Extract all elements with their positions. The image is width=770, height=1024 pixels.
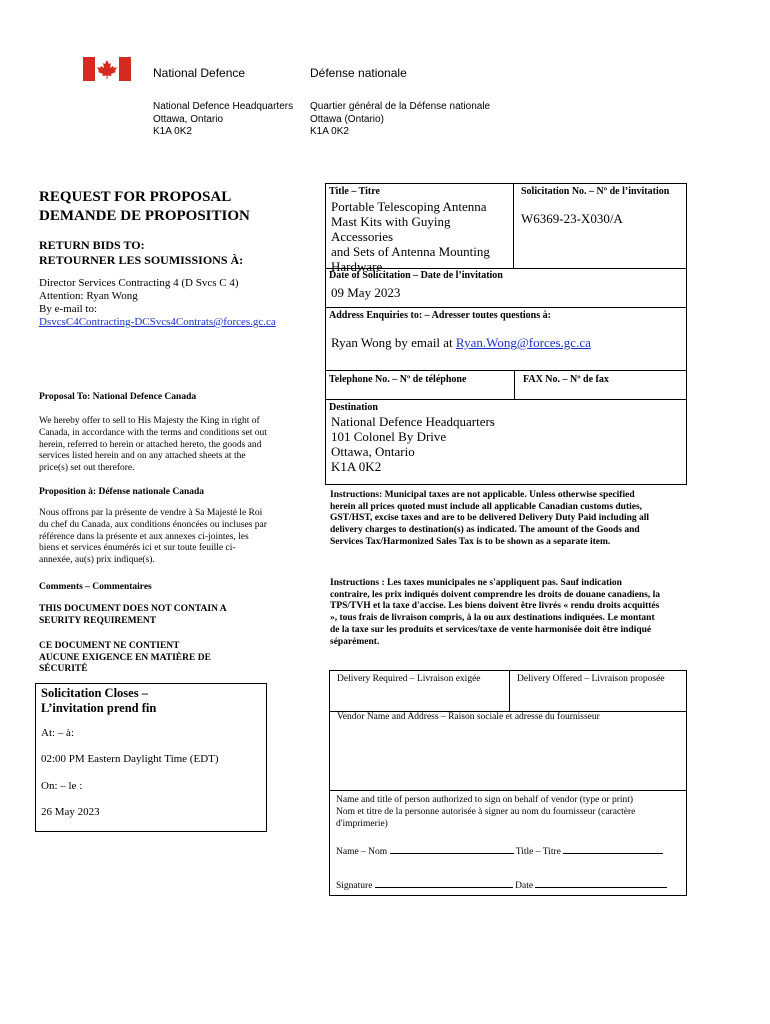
title-value [331, 199, 513, 274]
return-contact [39, 277, 276, 329]
signature-date-row [336, 878, 667, 891]
instructions-en: Instructions: Municipal taxes are not applicable. Unless otherwise specified herein all prices quoted must include all applicable Canadian customs duties, GST/HST, excise taxes and are to be delivered Delivery Duty Paid including all delivery charges to destination(s) as indicated. The amount of the Goods and Services Tax/Harmonized Sales Tax is to be shown as a separate item. [330, 490, 650, 547]
authorized-signer-box [329, 790, 687, 896]
security-en [39, 604, 227, 627]
destination-label: Destination [329, 402, 378, 413]
fax-box [514, 370, 687, 400]
solicitation-closes-box [35, 683, 267, 832]
title-box [325, 183, 514, 274]
enquiries-label: Address Enquiries to: – Adresser toutes questions à: [329, 310, 551, 321]
address-fr [310, 101, 490, 139]
contact-line: Attention: Ryan Wong [39, 290, 138, 302]
address-fr-line: Quartier général de la Défense nationale [310, 101, 491, 112]
solicitation-date-box [325, 268, 687, 308]
department-name-fr: Défense nationale [310, 66, 407, 80]
title-value-line: and Sets of Antenna Mounting [331, 244, 490, 259]
address-fr-line: K1A 0K2 [310, 126, 349, 137]
department-name-en: National Defence [153, 66, 246, 80]
authorized-line: d'imprimerie) [336, 819, 388, 829]
contact-line: By e-mail to: [39, 303, 98, 315]
enquiries-box [325, 307, 687, 371]
return-en: RETURN BIDS TO: [39, 238, 145, 252]
address-fr-line: Ottawa (Ontario) [310, 113, 384, 125]
security-en-line: THIS DOCUMENT DOES NOT CONTAIN A [39, 604, 227, 614]
title-value-line: Portable Telescoping Antenna [331, 199, 487, 214]
title-input-line[interactable] [563, 844, 663, 854]
signature-input-line[interactable] [375, 878, 513, 888]
canada-flag-icon [83, 57, 131, 81]
security-fr-line: SÉCURITÉ [39, 664, 88, 674]
authorized-line: Nom et titre de la personne autorisée à signer au nom du fournisseur (caractère [336, 807, 636, 817]
proposal-to: Proposal To: National Defence Canada [39, 392, 197, 402]
solicitation-number-label: Solicitation No. – Nº de l’invitation [521, 186, 670, 197]
enquiries-value [331, 335, 591, 350]
instructions-fr: Instructions : Les taxes municipales ne s'appliquent pas. Sauf indication contraire, les prix indiqués doivent comprendre les droits de douane canadiens, la TPS/TVH et la taxe d'accise. Les biens doivent être livrés « rendu droits acquittés », tous frais de livraison compris, à la ou aux destinations indiquées. Le montant de la taxe sur les produits et services/taxe de vente harmonisée doit être indiqué séparément. [330, 578, 660, 647]
return-bids-heading [39, 238, 243, 268]
closes-title-fr: L’invitation prend fin [41, 701, 157, 715]
closes-title [41, 686, 156, 716]
fax-label: FAX No. – Nº de fax [523, 374, 609, 385]
title-label: Title – Titre [329, 186, 380, 197]
delivery-required-box[interactable] [329, 670, 510, 712]
authorized-label [336, 794, 681, 830]
solicitation-date-label: Date of Solicitation – Date de l’invitation [329, 270, 503, 281]
document-title [39, 188, 250, 226]
destination-value [331, 414, 495, 474]
destination-line: National Defence Headquarters [331, 414, 495, 429]
offer-en: We hereby offer to sell to His Majesty the King in right of Canada, in accordance with the terms and conditions set out herein, referred to herein or attached hereto, the goods and services listed herein and on any attached sheets at the price(s) set out therefore. [39, 416, 267, 474]
authorized-line: Name and title of person authorized to sign on behalf of vendor (type or print) [336, 795, 634, 805]
security-fr-line: CE DOCUMENT NE CONTIENT [39, 641, 180, 651]
enquiries-prefix: Ryan Wong by email at [331, 335, 453, 350]
date-input-line[interactable] [535, 878, 667, 888]
destination-line: 101 Colonel By Drive [331, 429, 447, 444]
closes-at-label: At: – à: [41, 727, 74, 739]
contact-line: Director Services Contracting 4 (D Svcs C 4) [39, 277, 239, 289]
title-value-line: Hardware [331, 259, 383, 274]
address-en-line: National Defence Headquarters [153, 101, 294, 112]
security-en-line: SEURITY REQUIREMENT [39, 615, 157, 626]
closes-on-label: On: – le : [41, 780, 83, 792]
destination-line: K1A 0K2 [331, 459, 382, 474]
title-fr: DEMANDE DE PROPOSITION [39, 208, 250, 224]
security-fr-line: AUCUNE EXIGENCE EN MATIÈRE DE [39, 652, 211, 663]
enquiries-email-link[interactable]: Ryan.Wong@forces.gc.ca [455, 335, 591, 350]
title-en: REQUEST FOR PROPOSAL [39, 189, 232, 205]
closes-title-en: Solicitation Closes – [41, 686, 148, 700]
offer-fr: Nous offrons par la présente de vendre à Sa Majesté le Roi du chef du Canada, aux conditions énoncées ou incluses par référence dans la présente et aux annexes ci-jointes, les biens et services énumérés ici et sur toute feuille ci-annexée, au(s) prix indique(s). [39, 508, 267, 566]
vendor-box[interactable] [329, 711, 687, 791]
solicitation-date-value: 09 May 2023 [331, 285, 401, 300]
vendor-label: Vendor Name and Address – Raison sociale et adresse du fournisseur [337, 712, 600, 722]
name-label: Name – Nom [336, 847, 388, 857]
destination-box [325, 399, 687, 485]
closes-time: 02:00 PM Eastern Daylight Time (EDT) [41, 753, 219, 765]
delivery-offered-box[interactable] [509, 670, 687, 712]
telephone-label: Telephone No. – Nº de téléphone [329, 374, 467, 385]
address-en-line: K1A 0K2 [153, 126, 192, 137]
telephone-box [325, 370, 515, 400]
signature-label: Signature [336, 881, 373, 891]
return-email-link[interactable]: DsvcsC4Contracting-DCSvcs4Contrats@forces.gc.ca [39, 316, 276, 328]
title-label: Title – Titre [515, 847, 561, 857]
delivery-offered-label: Delivery Offered – Livraison proposée [517, 674, 665, 684]
security-fr [39, 641, 211, 676]
closes-date: 26 May 2023 [41, 806, 100, 818]
address-en-line: Ottawa, Ontario [153, 113, 224, 125]
name-title-row [336, 844, 663, 857]
address-en [153, 101, 293, 139]
solicitation-number-value: W6369-23-X030/A [521, 211, 623, 226]
title-value-line: Mast Kits with Guying Accessories [331, 214, 451, 244]
solicitation-number-box [513, 183, 687, 269]
comments-label: Comments – Commentaires [39, 582, 152, 592]
delivery-required-label: Delivery Required – Livraison exigée [337, 674, 481, 684]
proposition-a: Proposition à: Défense nationale Canada [39, 487, 205, 497]
destination-line: Ottawa, Ontario [331, 444, 415, 459]
name-input-line[interactable] [390, 844, 514, 854]
date-label: Date [515, 881, 534, 891]
return-fr: RETOURNER LES SOUMISSIONS À: [39, 253, 244, 267]
